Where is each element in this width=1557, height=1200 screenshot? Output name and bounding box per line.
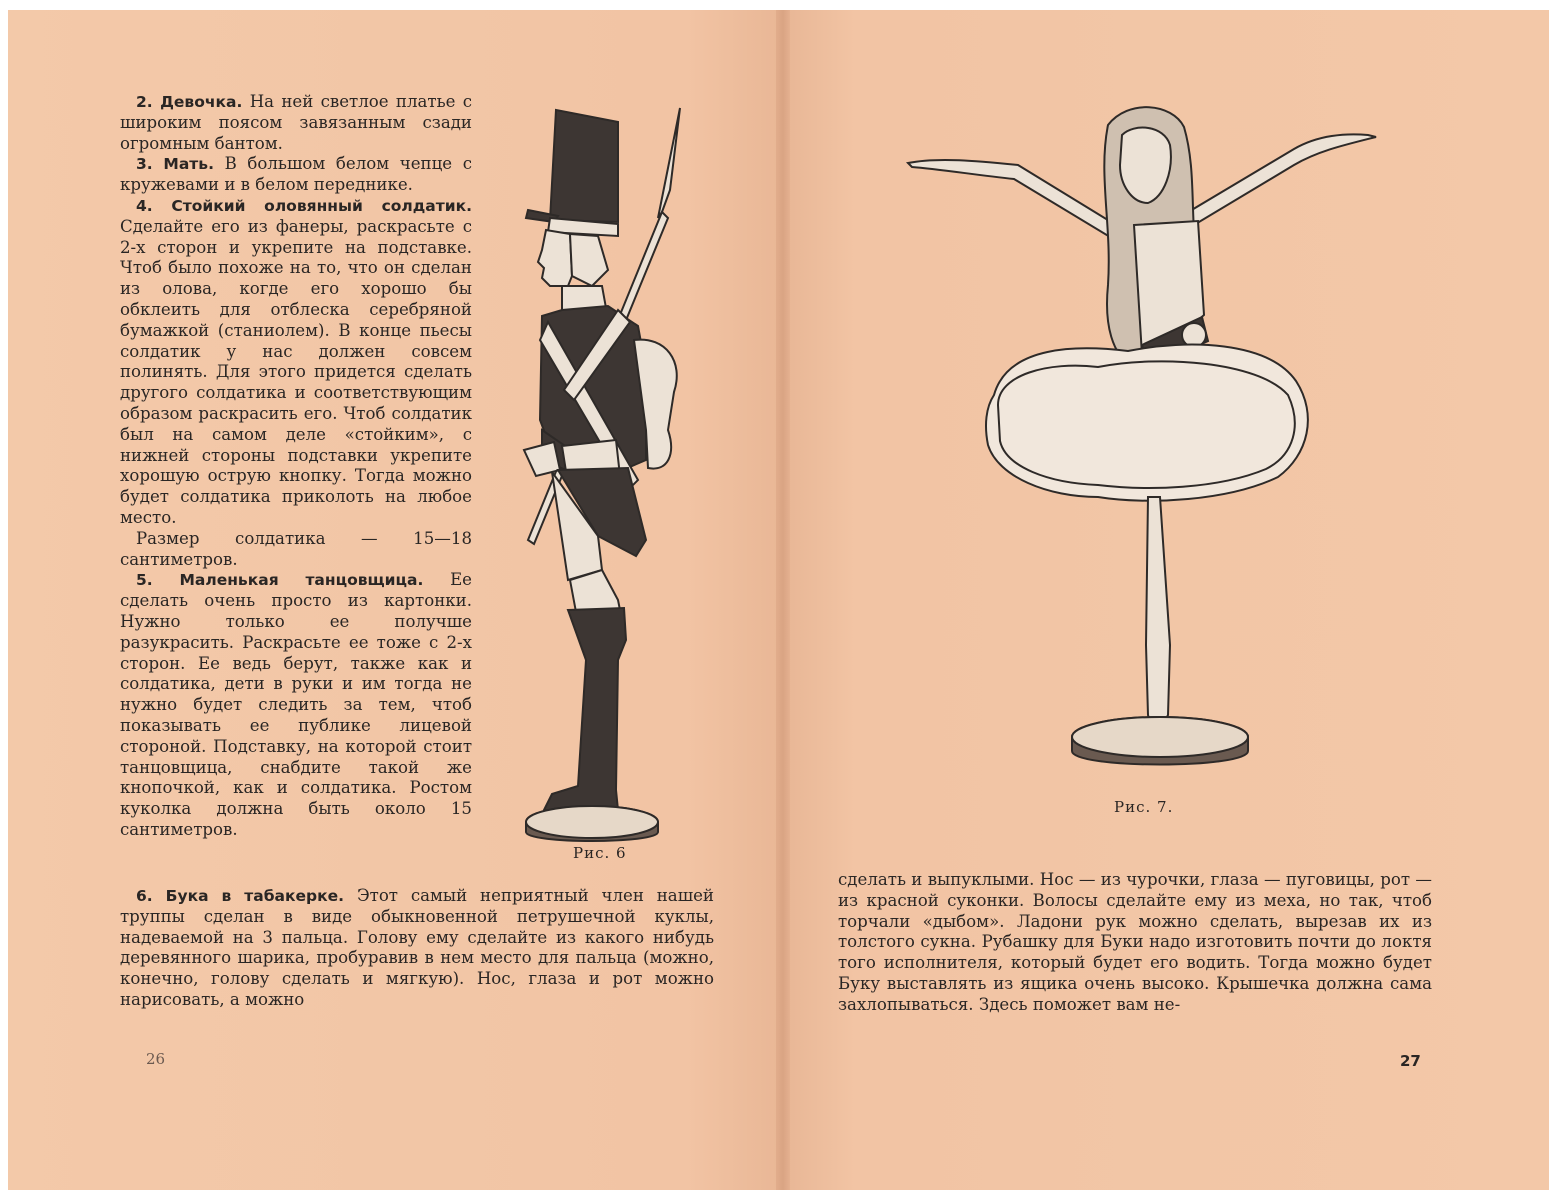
paragraph-girl: 2. Девочка. На ней светлое платье с широким поясом завязанным сзади огромным бантом. xyxy=(120,92,473,153)
page-number-right: 27 xyxy=(1400,1052,1421,1070)
figure-6-caption: Рис. 6 xyxy=(573,844,627,862)
figure-ballerina xyxy=(898,105,1398,785)
figure-tin-soldier xyxy=(498,100,698,845)
right-page xyxy=(778,10,1549,1190)
figure-7-caption: Рис. 7. xyxy=(1114,798,1174,816)
paragraph-mother: 3. Мать. В большом белом чепце с кружевами и в белом переднике. xyxy=(120,154,472,195)
book-spread xyxy=(8,10,1549,1190)
page-number-left: 26 xyxy=(146,1050,166,1068)
paragraph-soldier-size: Размер солдатика — 15—18 сантиметров. xyxy=(120,528,472,569)
paragraph-tin-soldier: 4. Стойкий оловянный солдатик. Сделайте его из фанеры, раскрасьте с 2-х сторон и укрепите на подставке. Чтоб было похоже на то, что он сделан из олова, когде его хорошо бы обклеить для отблеска серебряной бумажкой (станиолем). В конце пьесы солдатик у нас должен совсем полинять. Для этого придется сделать другого солдатика и соответствующим образом раскрасить его. Чтоб солдатик был на самом деле «стойким», с нижней стороны подставки укрепите хорошую острую кнопку. Тогда можно будет солдатика приколоть на любое место. xyxy=(120,196,472,527)
left-bottom-text xyxy=(120,886,714,1011)
book-gutter xyxy=(776,10,790,1190)
right-bottom-text xyxy=(838,870,1432,1016)
left-text-column xyxy=(120,92,472,841)
paragraph-continuation: сделать и выпуклыми. Нос — из чурочки, глаза — пуговицы, рот — из красной суконки. Волосы сделайте ему из меха, но так, чтоб торчали «дыбом». Ладони рук можно сделать, вырезав их из толстого сукна. Рубашку для Буки надо изготовить почти до локтя того исполнителя, который будет его водить. Тогда можно будет Буку выставлять из ящика очень высоко. Крышечка должна сама захлопываться. Здесь поможет вам не- xyxy=(838,870,1432,1014)
left-page xyxy=(8,10,778,1190)
paragraph-jack-in-box: 6. Бука в табакерке. Этот самый неприятный член нашей труппы сделан в виде обыкновенной петрушечной куклы, надеваемой на 3 пальца. Голову ему сделайте из какого нибудь деревянного шарика, пробуравив в нем место для пальца (можно, конечно, голову сделать и мягкую). Нос, глаза и рот можно нарисовать, а можно xyxy=(120,886,714,1009)
paragraph-dancer: 5. Маленькая танцовщица. Ее сделать очень просто из картонки. Нужно только ее получше разукрасить. Раскрасьте ее тоже с 2-х сторон. Ее ведь берут, также как и солдатика, дети в руки и им тогда не нужно будет следить за тем, чтоб показывать ее публике лицевой стороной. Подставку, на которой стоит танцовщица, снабдите такой же кнопочкой, как и солдатика. Ростом куколка должна быть около 15 сантиметров. xyxy=(120,570,472,839)
